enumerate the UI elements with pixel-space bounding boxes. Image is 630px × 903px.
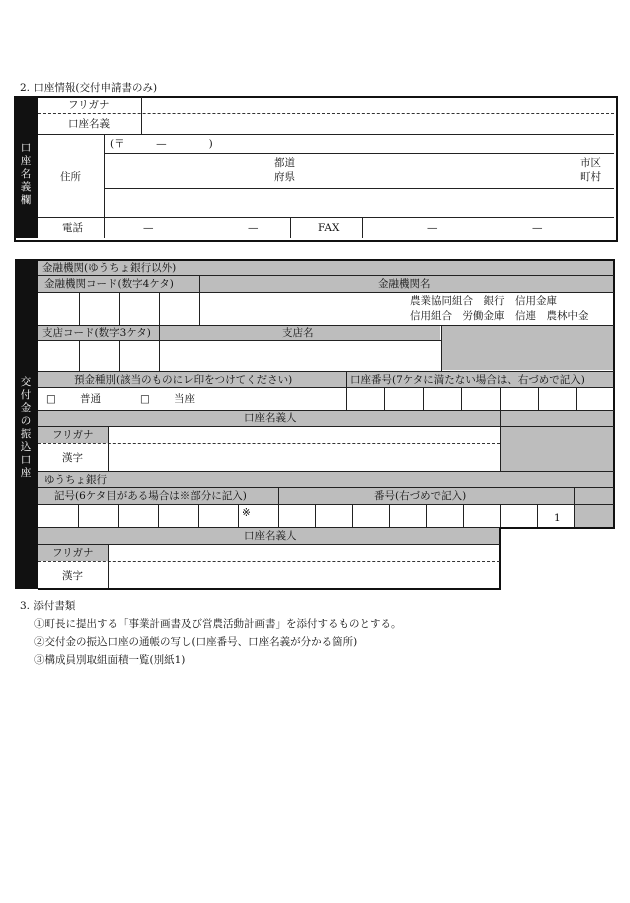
kome-mark: ※ — [242, 507, 251, 519]
number-one: 1 — [554, 512, 561, 524]
phone-label: 電話 — [62, 222, 83, 234]
city-line2: 町村 — [580, 171, 601, 183]
phone-dash-2: — — [248, 222, 259, 234]
toza-label: 当座 — [174, 393, 195, 405]
prefecture-line2: 府県 — [274, 171, 295, 183]
bank-other-header: 金融機関(ゆうちょ銀行以外) — [42, 262, 177, 274]
account-name-label: 口座名義 — [68, 118, 110, 130]
branch-name-label: 支店名 — [282, 327, 314, 339]
furigana-label: フリガナ — [68, 99, 110, 111]
phone-dash-1: — — [143, 222, 154, 234]
bank-code-label: 金融機関コード(数字4ケタ) — [44, 278, 174, 290]
fax-label: FAX — [318, 222, 340, 234]
bango-label: 番号(右づめで記入) — [374, 490, 467, 502]
bank-types-line1: 農業協同組合 銀行 信用金庫 — [410, 295, 557, 307]
checkbox-futsu[interactable]: □ — [46, 393, 56, 405]
attachment-item-3: ③構成員別取組面積一覧(別紙1) — [34, 654, 186, 666]
fax-dash-1: — — [427, 222, 438, 234]
section3-title: 3. 添付書類 — [20, 600, 76, 612]
bank-name-label: 金融機関名 — [378, 278, 431, 290]
holder-header: 口座名義人 — [244, 412, 297, 424]
holder2-header: 口座名義人 — [244, 530, 297, 542]
yucho-header: ゆうちょ銀行 — [44, 474, 107, 486]
branch-code-label: 支店コード(数字3ケタ) — [42, 327, 151, 339]
section2-title: 2. 口座情報(交付申請書のみ) — [20, 82, 158, 94]
fax-dash-2: — — [532, 222, 543, 234]
attachment-item-2: ②交付金の振込口座の通帳の写し(口座番号、口座名義が分かる箇所) — [34, 636, 358, 648]
account-number-label: 口座番号(7ケタに満たない場合は、右づめで記入) — [350, 374, 585, 386]
address-label: 住所 — [60, 171, 81, 183]
kigo-label: 記号(6ケタ目がある場合は※部分に記入) — [54, 490, 247, 502]
side-label-account-holder: 口座名義欄 — [20, 142, 32, 206]
futsu-label: 普通 — [80, 393, 101, 405]
holder-furigana-label: フリガナ — [52, 429, 94, 441]
holder-kanji-label: 漢字 — [62, 452, 83, 464]
attachment-item-1: ①町長に提出する「事業計画書及び営農活動計画書」を添付するものとする。 — [34, 618, 402, 630]
checkbox-toza[interactable]: □ — [140, 393, 150, 405]
side-label-bank: 交付金の振込口座 — [20, 376, 32, 479]
postal-code: (〒 — ) — [110, 138, 213, 150]
bank-types-line2: 信用組合 労働金庫 信連 農林中金 — [410, 310, 589, 322]
deposit-type-label: 預金種別(該当のものにレ印をつけてください) — [74, 374, 293, 386]
holder2-kanji-label: 漢字 — [62, 570, 83, 582]
city-line1: 市区 — [580, 157, 601, 169]
holder2-furigana-label: フリガナ — [52, 547, 94, 559]
prefecture-line1: 都道 — [274, 157, 295, 169]
